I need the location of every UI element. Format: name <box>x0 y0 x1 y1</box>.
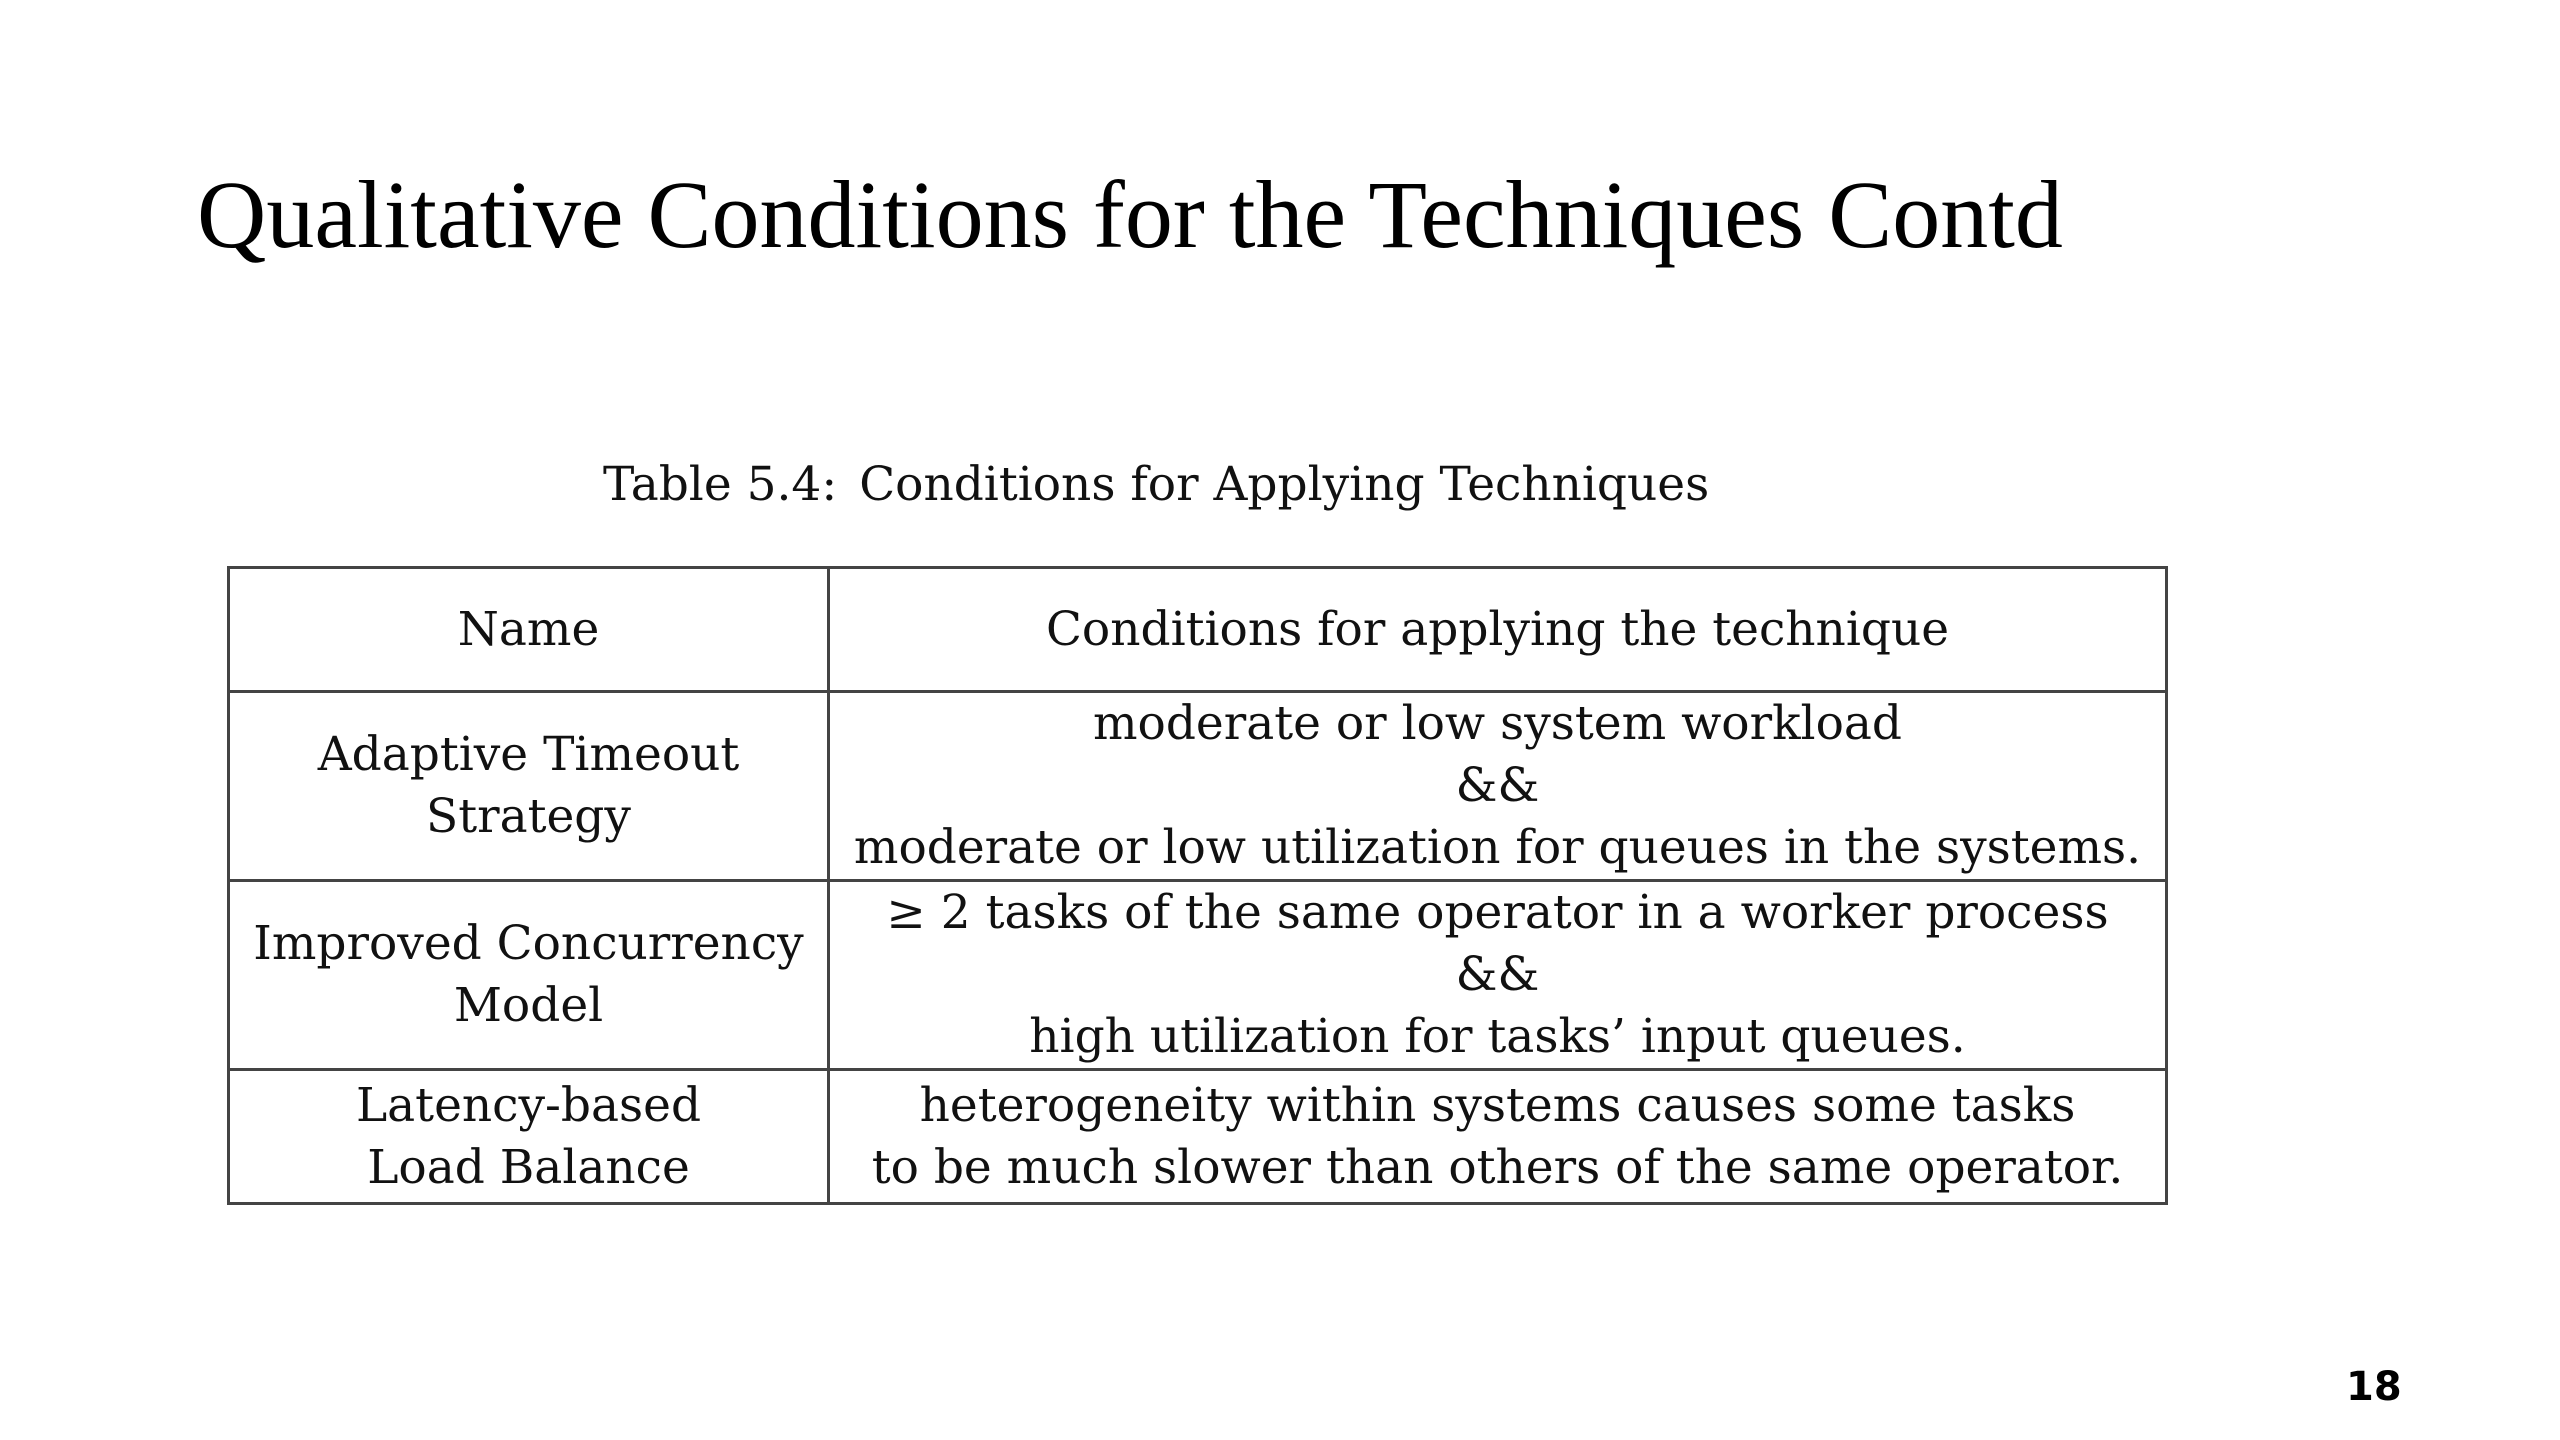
technique-name-cell <box>229 881 829 1070</box>
condition-line: ≥ 2 tasks of the same operator in a worker process <box>886 885 2109 940</box>
table-header-row <box>229 568 2167 692</box>
table-caption <box>603 455 1709 515</box>
condition-line: moderate or low system workload <box>1092 696 1902 751</box>
condition-line: moderate or low utilization for queues in the systems. <box>853 820 2142 875</box>
column-header-conditions: Conditions for applying the technique <box>829 568 2167 692</box>
table-caption-label: Table 5.4: <box>603 457 838 512</box>
technique-name-cell <box>229 692 829 881</box>
condition-line: to be much slower than others of the same operator. <box>871 1139 2124 1195</box>
condition-cell <box>829 1070 2167 1204</box>
table-caption-text: Conditions for Applying Techniques <box>859 457 1710 512</box>
condition-line: heterogeneity within systems causes some tasks <box>919 1077 2076 1133</box>
slide-title: Qualitative Conditions for the Techniques Contd <box>197 161 2063 268</box>
technique-name-line: Strategy <box>426 789 631 844</box>
technique-name-line: Load Balance <box>367 1139 690 1195</box>
table-row <box>229 1070 2167 1204</box>
condition-line: high utilization for tasks’ input queues. <box>1029 1009 1966 1064</box>
technique-name-line: Model <box>453 978 604 1033</box>
condition-cell <box>829 881 2167 1070</box>
table-row <box>229 692 2167 881</box>
column-header-name: Name <box>229 568 829 692</box>
technique-name-line: Adaptive Timeout <box>317 727 740 782</box>
page-number: 18 <box>2346 1364 2402 1410</box>
technique-name-line: Improved Concurrency <box>253 916 804 971</box>
table-row <box>229 881 2167 1070</box>
condition-cell <box>829 692 2167 881</box>
condition-operator: && <box>1455 758 1540 813</box>
technique-name-line: Latency-based <box>355 1077 702 1133</box>
technique-name-cell <box>229 1070 829 1204</box>
condition-operator: && <box>1455 947 1540 1002</box>
conditions-table <box>227 566 2168 1205</box>
